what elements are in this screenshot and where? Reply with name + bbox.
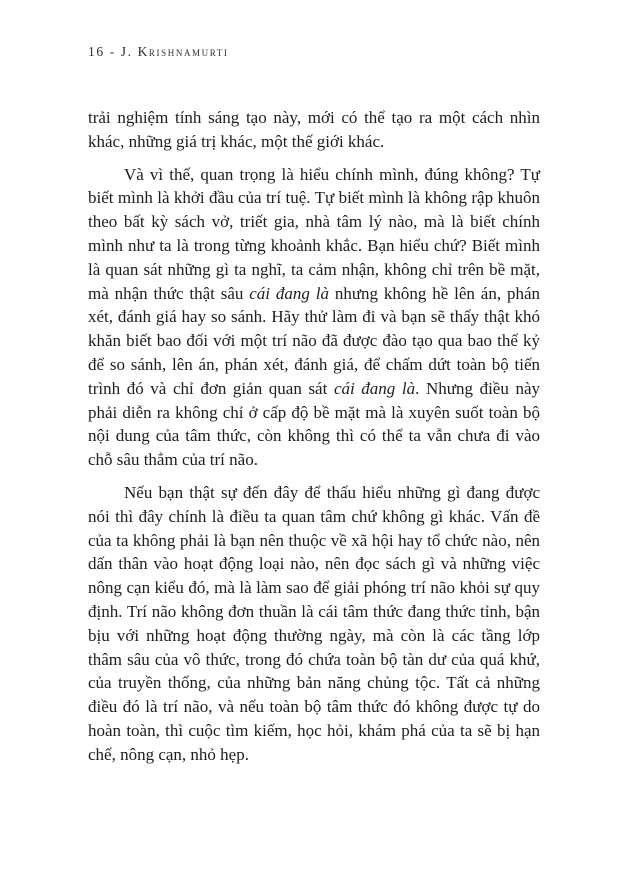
paragraph-text: nhưng không hề lên án, phán xét, đánh giá hay so sánh. Hãy thử làm đi và bạn sẽ thấy thật khó khăn biết bao đối với một trí não đã được đào tạo qua bao thế kỷ để so sánh, lên án, phán xét, đánh giá, để chấm dứt toàn bộ tiến trình đó và chỉ đơn giản quan sát <box>88 283 540 398</box>
paragraph <box>88 163 540 472</box>
running-head-author: J. Krishnamurti <box>120 44 229 59</box>
italic-term: cái đang là <box>249 283 329 303</box>
paragraph-continuation <box>88 106 540 154</box>
page-header <box>88 44 540 60</box>
header-separator: - <box>109 44 116 59</box>
italic-term: cái đang là <box>333 378 416 398</box>
body-text <box>88 106 540 767</box>
paragraph-text: trải nghiệm tính sáng tạo này, mới có thể tạo ra một cách nhìn khác, những giá trị khác, một thế giới khác. <box>88 108 540 151</box>
paragraph-text: Nếu bạn thật sự đến đây để thấu hiểu những gì đang được nói thì đây chính là điều ta quan tâm chứ không gì khác. Vấn đề của ta không phải là bạn nên thuộc về xã hội hay tổ chức nào, nên dấn thân vào hoạt động loại nào, nên đọc sách gì và những việc nông cạn kiểu đó, mà là làm sao để giải phóng trí não khỏi sự quy định. Trí não không đơn thuần là cái tâm thức đang thức tỉnh, bận bịu với những hoạt động thường ngày, mà còn là các tầng lớp thâm sâu của vô thức, trong đó chứa toàn bộ tàn dư của quá khứ, của truyền thống, của những bản năng chủng tộc. Tất cả những điều đó là trí não, và nếu toàn bộ tâm thức đó không được tự do hoàn toàn, thì cuộc tìm kiếm, học hỏi, khám phá của ta sẽ bị hạn chế, nông cạn, nhỏ hẹp. <box>88 482 540 764</box>
paragraph-text: Và vì thế, quan trọng là hiểu chính mình, đúng không? Tự biết mình là khởi đầu của trí tuệ. Tự biết mình là không rập khuôn theo bất kỳ sách vở, triết gia, nhà tâm lý nào, mà là biết chính mình như ta là trong từng khoảnh khắc. Bạn hiểu chứ? Biết mình là quan sát những gì ta nghĩ, ta cảm nhận, không chỉ trên bề mặt, mà nhận thức thật sâu <box>88 164 540 303</box>
paragraph <box>88 481 540 767</box>
paragraph-text: . Nhưng điều này phải diễn ra không chỉ ở cấp độ bề mặt mà là xuyên suốt toàn bộ nội dung của tâm thức, còn không thì có thể ta vẫn chưa đi vào chỗ sâu thẳm của trí não. <box>88 378 541 470</box>
page-number: 16 <box>88 44 105 59</box>
